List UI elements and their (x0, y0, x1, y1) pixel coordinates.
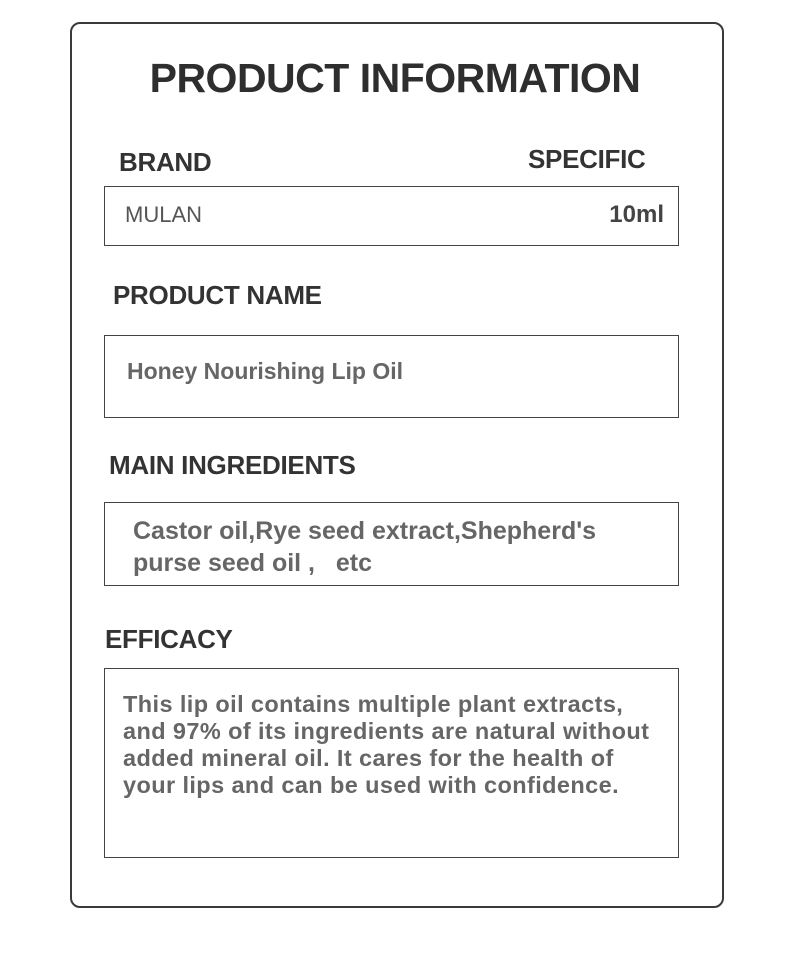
ingredients-label: MAIN INGREDIENTS (109, 450, 356, 480)
product-name-value: Honey Nourishing Lip Oil (127, 358, 403, 384)
brand-box (104, 186, 679, 246)
product-name-label: PRODUCT NAME (113, 280, 322, 310)
specific-value: 10ml (609, 201, 664, 228)
efficacy-value: This lip oil contains multiple plant extracts, and 97% of its ingredients are natural without added mineral oil. It cares for the health of your lips and can be used with confidence. (123, 691, 650, 798)
brand-value: MULAN (125, 202, 203, 227)
page-title: PRODUCT INFORMATION (149, 55, 641, 101)
brand-label: BRAND (119, 147, 212, 177)
ingredients-box (104, 502, 679, 586)
efficacy-label: EFFICACY (105, 624, 233, 654)
ingredients-value: Castor oil,Rye seed extract,Shepherd's purse seed oil , etc (133, 517, 604, 577)
specific-label: SPECIFIC (528, 144, 646, 174)
product-name-box (104, 335, 679, 418)
efficacy-box (104, 668, 679, 858)
